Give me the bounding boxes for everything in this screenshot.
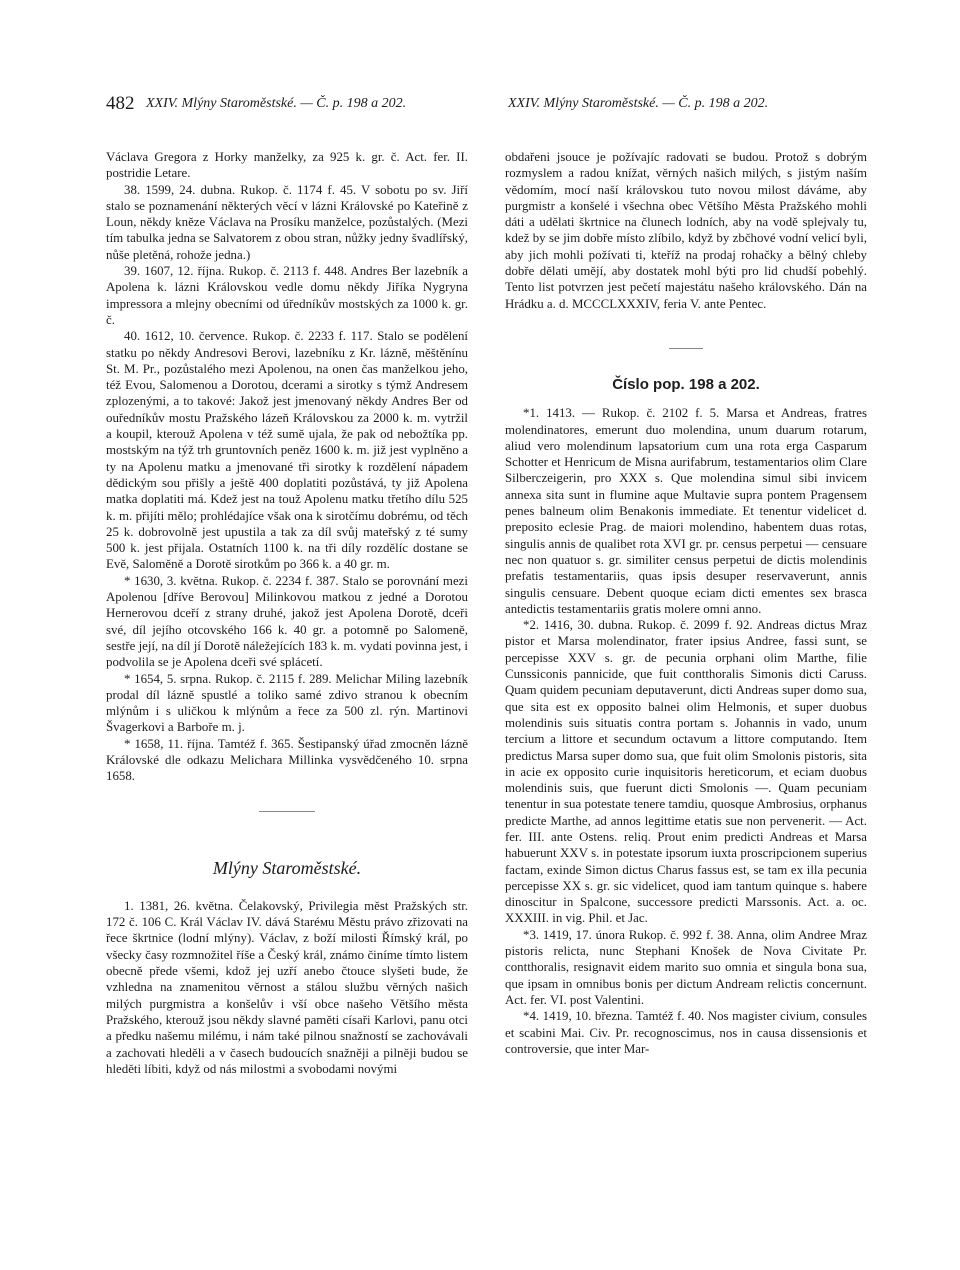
section-heading: Číslo pop. 198 a 202.: [612, 375, 760, 393]
page-number: 482: [106, 93, 135, 114]
entry-paragraph: 1. 1381, 26. května. Čelakovský, Privilegia měst Pražských str. 172 č. 106 C. Král Václav IV. dává Staréмu Městu právo zřizovati na řece škrtnice (lodní mlýny). Václav, z boží milosti Římský král, po všecky časy rozmnožitel říše a Český král, známo činíme tímto listem obecně přede všemi, kdož jej uzří anebo čtouce slyšeti bude, že vzhledna na znamenitou věrnost a stálou službu věrných našich milých purgmistra a konšelův i vší obce našeho Většího města Pražského, kterouž jsou někdy slavné paměti císaři Karlovi, panu otci a předku našemu milému, i nám také pilnou snažností se zachovávali a zachovati hleděli a v časech budoucích snažněji a pilněji budou se hleděti líbiti, když od nás milostmi a svobodami novými: [106, 898, 468, 1076]
page-header: [106, 93, 846, 120]
left-column: [106, 149, 468, 1077]
paragraph: Václava Gregora z Horky manželky, za 925 k. gr. č. Act. fer. II. postridie Letare.: [106, 150, 468, 181]
entry-paragraph: *3. 1419, 17. února Rukop. č. 992 f. 38. Anna, olim Andree Mraz pistoris relicta, nunc Stephani Knošek de Nova Civitate Pr. contthoralis, resignavit eidem marito suo omnia et singula bona sua, que ipsam in omnibus bonis per dictum Andream relictis concernunt. Act. fer. VI. post Valentini.: [505, 927, 867, 1007]
right-column: [505, 149, 867, 1057]
section-divider: [259, 811, 315, 812]
entry-paragraph: *4. 1419, 10. března. Tamtéž f. 40. Nos magister civium, consules et scabini Mai. Civ. Pr. recognoscimus, nos in causa dissensionis et controversie, que inter Mar-: [505, 1009, 867, 1056]
paragraph: obdařeni jsouce je požívajíc radovati se budou. Protož s dobrým rozmyslem a radou knížat, věrných našich milých, s jistým naším vědomím, mocí naší královskou tuto novou milost dáváme, aby purgmistr a konšelé i všechna obec Většího Města Pražského mohli dáti a udělati škrtnice na člunech lodních, aby na vodě splejvaly tu, kdež by se jim dobře místo zlíbilo, když by zbčhové vodní velicí byli, aby jich mohli požívati ti, kteříž na prodaj rohačky a bělný chleby dobře dělati umějí, aby dostatek mohl býti pro lid chudší pobehlý. Tento list potvrzen jest pečetí majestátu našeho královského. Dán na Hrádku a. d. MCCCLXXXIV, feria V. ante Pentec.: [505, 150, 867, 311]
entry-paragraph: * 1654, 5. srpna. Rukop. č. 2115 f. 289. Melichar Miling lazebník prodal díl lázně spustlé a toliko samé zdivo stranou k obecním mlýnům i s uličkou k mlýnům a řece za 500 zl. rýn. Martinovi Švagerkovi a Barboře m. j.: [106, 671, 468, 735]
section-divider: [669, 348, 703, 349]
running-head-right: XXIV. Mlýny Staroměstské. — Č. p. 198 a 202.: [508, 96, 769, 111]
entry-paragraph: 39. 1607, 12. října. Rukop. č. 2113 f. 448. Andres Ber lazebník a Apolena k. lázni Královskou vedle domu někdy Jiříka Nygryna impressora a mlejny obecními od úředníkův mostských za 1000 k. gr. č.: [106, 264, 468, 327]
entry-paragraph: * 1658, 11. října. Tamtéž f. 365. Šestipanský úřad zmocněn lázně Královské dle odkazu Melichara Millinka vysvědčeného 10. srpna 1658.: [106, 736, 468, 784]
entry-paragraph: *1. 1413. — Rukop. č. 2102 f. 5. Marsa et Andreas, fratres molendinatores, emerunt duo molendina, unum duarum rotarum, aliud vero molendinum lapsatorium cum una rota erga Casparum Schotter et Henricum de Misna aurifabrum, testamentarios olim Clare Silberczeigerin, pro XXX s. Que molendina simul sibi invicem annexa sita sunt in flumine aque Multavie supra pontem Pragensem penes balneum olim Benakonis immediate. Et tenentur videlicet d. preposito eclesie Prag. de maiori molendino, habentem duas rotas, singulis annis de qualibet rota XVI gr. pr. census perpetui — censuare nec non quatuor s. gr. similiter census perpetui de dictis molendinis prefatis testamentariis, quas ipsis desuper reservaverunt, annis singulis censuare. Debent quoque eciam dicti ementes sex brasca antedictis testamentariis gratis molere omni anno.: [505, 406, 867, 616]
entry-paragraph: 40. 1612, 10. července. Rukop. č. 2233 f. 117. Stalo se podělení statku po někdy Andresovi Berovi, lazebníku z Kr. lázně, měštěnínu St. M. Pr., pozůstalého mezi Apolenou, na onen čas manželkou jeho, též Evou, Salomenou a Dorotou, dcerami a sirotky s týmž Andresem zplozenými, a to takové: Jakož jest jmenovaný někdy Andres Ber od ouředníkův mostu Pražského lázeň Královskou za 2000 k. m. vytržil a koupil, kterouž Apolena v též sumě ujala, že pak od nebožtíka pp. mostským na týž trh gruntovních peněz 1600 k. m. již jest vyplněno a ty na Apolenu matku a jmenované tři sirotky k rozdělení nápadem dědickým sou přišly a ještě 400 doplatiti pozůstává, ty již Apolena matka doplatiti má. Kdež jest na touž Apolenu matku třetího dílu 525 k. m. přijíti mělo; prohlédajíce však ona k sirotčímu dobrému, od těch 25 k. dobrovolně jest upustila a tak za díl svůj mateřský z té sumy 500 k. jest přijala. Ostatních 1100 k. na tři díly rozdělíc dostane se Evě, Saloměně a Dorotě sirotkům po 366 k. a 40 gr. m.: [106, 329, 468, 572]
section-heading: Mlýny Staroměstské.: [212, 857, 362, 878]
entry-paragraph: 38. 1599, 24. dubna. Rukop. č. 1174 f. 45. V sobotu po sv. Jiří stalo se poznamenání některých věcí v lázni Královské po Kateřině z Loun, někdy kněze Václava na Prosíku manželce, pozůstalých. (Mezi tím tabulka jedna se Salvatorem z obou stran, nůžky jedny švadlířský, nůše pletěná, rohože jedna.): [106, 182, 468, 262]
running-head-left: XXIV. Mlýny Staroměstské. — Č. p. 198 a 202.: [146, 96, 407, 111]
entry-paragraph: *2. 1416, 30. dubna. Rukop. č. 2099 f. 92. Andreas dictus Mraz pistor et Marsa molendinator, frater ipsius Andree, fassi sunt, se percepisse XXV s. gr. de pecunia orphani olim Marthe, filie Cunssiconis pannicide, que fuit contthoralis Simonis dicti Caruss. Quam quidem pecuniam deputaverunt, dicti Andreas super domo sua, que sita est ex opposito balnei olim Helmonis, et super duobus molendinis suis situatis contra portam s. Johannis in vado, unum tercium a littore et secundum octavum a littore computando. Item predictus Marsa super domo sua, que fuit olim Smolonis pistoris, sita in acie ex opposito curie inquisitoris hereticorum, et eciam duobus molendinis suis, que fuerunt dicti Smolonis —. Quam pecuniam tenentur in sua potestate tenere tamdiu, quosque Ambrosius, orphanus predicte Marthe, ad annos legittime etatis sue non pervenerit. — Act. fer. III. ante Ostens. reliq. Prout enim predicti Andreas et Marsa habuerunt XXV s. in potestate ipsorum iuxta proscripcionem superius factam, exinde Simon dictus Charus fassus est, se tam ex illa pecunia percepisse XX s. gr. sic videlicet, quod iam tantum quinque s. habere dinoscitur in Spalcone, successore predicti Marssonis. Act. a. oc. XXXIII. in vig. Phil. et Jac.: [505, 618, 867, 926]
entry-paragraph: * 1630, 3. května. Rukop. č. 2234 f. 387. Stalo se porovnání mezi Apolenou [dříve Berovou] Milinkovou matkou z jedné a Dorotou Hernerovou dceří z strany druhé, jakož jest Apolena Dorotě, dceři své, díl jejího otcovského 166 k. 40 gr. a potomně po Salomeně, sestře její, na díl jí Dorotě náležejících 183 k. m. vydati povinna jest, i podvolila se je Apolena dceři své splácetí.: [106, 573, 468, 670]
